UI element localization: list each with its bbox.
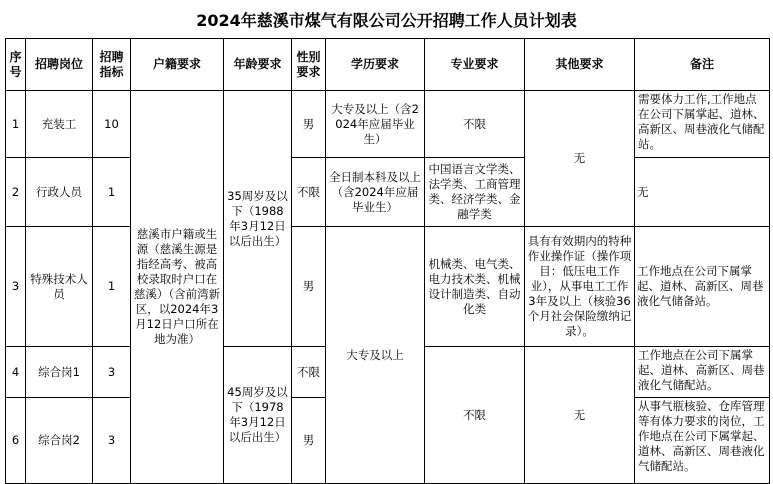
- seq-cell: 4: [6, 347, 26, 398]
- remark-cell: 从事气瓶核验、仓库管理等有体力要求的岗位，工作地点在公司下属掌起、道林、高新区、周巷液化气储配站。: [635, 398, 770, 484]
- table-row: [6, 91, 770, 158]
- major-cell: 不限: [425, 347, 525, 484]
- education-cell: 大专及以上: [326, 227, 425, 484]
- quota-cell: 3: [93, 398, 131, 484]
- seq-cell: 6: [6, 398, 26, 484]
- major-cell: 不限: [425, 91, 525, 158]
- header-position: 招聘岗位: [26, 39, 93, 91]
- household-cell: 慈溪市户籍或生源（慈溪生源是指经高考、被高校录取时户口在慈溪）（含前湾新区，以2024年3月12日户口所在地为准）: [131, 91, 224, 484]
- position-cell: 特殊技术人员: [26, 227, 93, 347]
- major-cell: 中国语言文学类、法学类、工商管理类、经济学类、金融学类: [425, 158, 525, 227]
- header-age: 年龄要求: [224, 39, 292, 91]
- education-cell: 全日制本科及以上（含2024年应届毕业生）: [326, 158, 425, 227]
- header-gender: 性别要求: [292, 39, 326, 91]
- recruitment-table: [5, 38, 770, 484]
- remark-cell: 工作地点在公司下属掌起、道林、高新区、周巷液化气储备站。: [635, 227, 770, 347]
- quota-cell: 3: [93, 347, 131, 398]
- header-household: 户籍要求: [131, 39, 224, 91]
- seq-cell: 3: [6, 227, 26, 347]
- quota-cell: 1: [93, 158, 131, 227]
- header-education: 学历要求: [326, 39, 425, 91]
- other-cell: 无: [525, 91, 635, 227]
- table-row: [6, 227, 770, 347]
- major-cell: 机械类、电气类、电力技术类、机械设计制造类、自动化类: [425, 227, 525, 347]
- gender-cell: 男: [292, 91, 326, 158]
- seq-cell: 1: [6, 91, 26, 158]
- other-cell: 无: [525, 347, 635, 484]
- header-remark: 备注: [635, 39, 770, 91]
- position-cell: 综合岗2: [26, 398, 93, 484]
- age-cell: 35周岁及以下（1988年3月12日以后出生）: [224, 91, 292, 347]
- gender-cell: 男: [292, 398, 326, 484]
- header-major: 专业要求: [425, 39, 525, 91]
- table-row: [6, 158, 770, 227]
- page-title: 2024年慈溪市煤气有限公司公开招聘工作人员计划表: [196, 10, 577, 30]
- quota-cell: 1: [93, 227, 131, 347]
- remark-cell: 需要体力工作,工作地点在公司下属掌起、道林、高新区、周巷液化气储配站。: [635, 91, 770, 158]
- seq-cell: 2: [6, 158, 26, 227]
- remark-cell: 无: [635, 158, 770, 227]
- gender-cell: 不限: [292, 347, 326, 398]
- header-seq: 序号: [6, 39, 26, 91]
- quota-cell: 10: [93, 91, 131, 158]
- education-cell: 大专及以上（含2024年应届毕业生）: [326, 91, 425, 158]
- gender-cell: 男: [292, 227, 326, 347]
- other-cell: 具有有效期内的特种作业操作证（操作项目：低压电工作业），从事电工工作3年及以上（核验36个月社会保险缴纳记录）。: [525, 227, 635, 347]
- remark-cell: 工作地点在公司下属掌起、道林、高新区、周巷液化气储配站。: [635, 347, 770, 398]
- gender-cell: 不限: [292, 158, 326, 227]
- header-row: [6, 39, 770, 91]
- header-other: 其他要求: [525, 39, 635, 91]
- position-cell: 行政人员: [26, 158, 93, 227]
- age-cell: 45周岁及以下（1978年3月12日以后出生）: [224, 347, 292, 484]
- header-quota: 招聘指标: [93, 39, 131, 91]
- position-cell: 综合岗1: [26, 347, 93, 398]
- position-cell: 充装工: [26, 91, 93, 158]
